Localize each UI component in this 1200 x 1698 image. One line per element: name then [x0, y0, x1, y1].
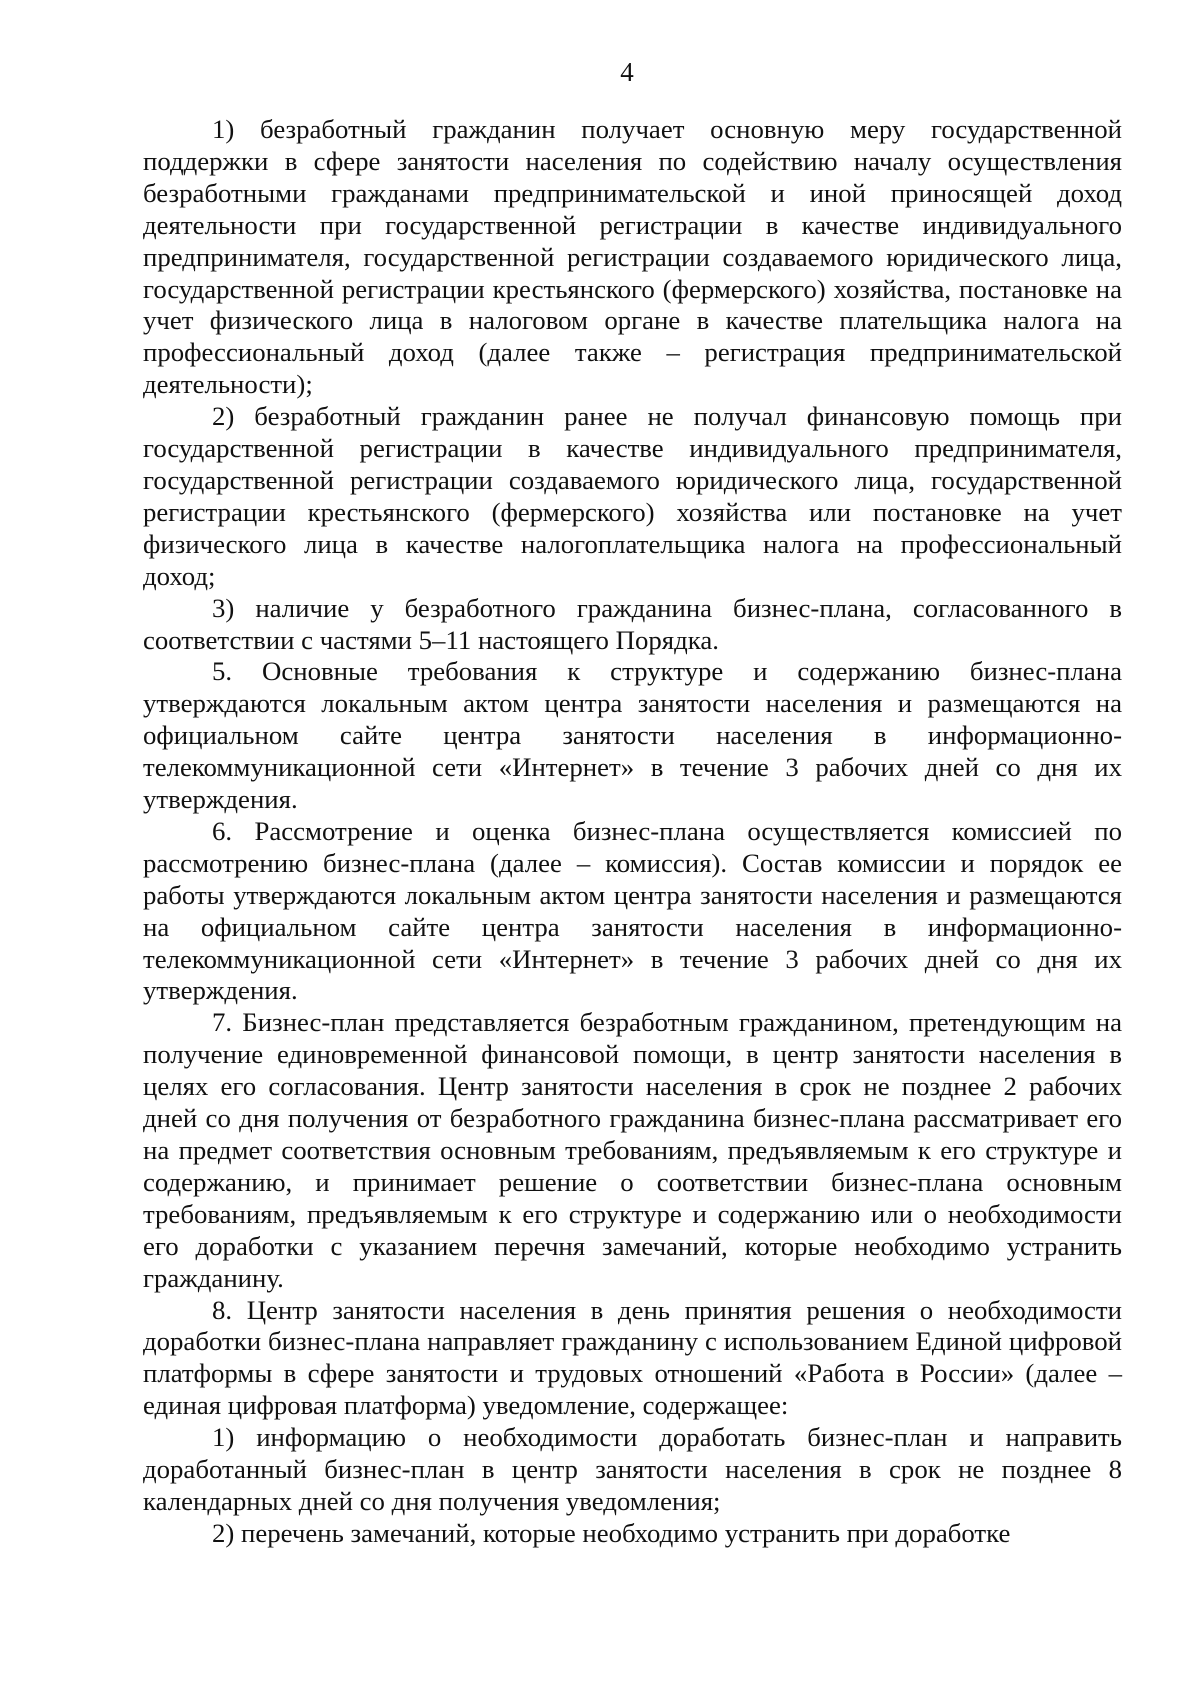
document-body [143, 114, 1122, 1550]
paragraph-clause-3: 3) наличие у безработного гражданина бизнес-плана, согласованного в соответствии с частями 5–11 настоящего Порядка. [143, 592, 1122, 655]
paragraph-notice-item-2: 2) перечень замечаний, которые необходимо устранить при доработке [212, 1517, 1011, 1548]
paragraph-section-5: 5. Основные требования к структуре и содержанию бизнес-плана утверждаются локальным актом центра занятости населения и размещаются на официальном сайте центра занятости населения в информационно-телекоммуникационной сети «Интернет» в течение 3 рабочих дней со дня их утверждения. [143, 656, 1122, 815]
paragraph-clause-2: 2) безработный гражданин ранее не получал финансовую помощь при государственной регистрации в качестве индивидуального предпринимателя, государственной регистрации создаваемого юридического лица, государственной регистрации крестьянского (фермерского) хозяйства или постановке на учет физического лица в качестве налогоплательщика налога на профессиональный доход; [143, 401, 1122, 591]
paragraph-section-8: 8. Центр занятости населения в день принятия решения о необходимости доработки бизнес-плана направляет гражданину с использованием Единой цифровой платформы в сфере занятости и трудовых отношений «Работа в России» (далее – единая цифровая платформа) уведомление, содержащее: [143, 1294, 1122, 1421]
paragraph-clause-1: 1) безработный гражданин получает основную меру государственной поддержки в сфере занятости населения по содействию началу осуществления безработными гражданами предпринимательской и иной приносящей доход деятельности при государственной регистрации в качестве индивидуального предпринимателя, государственной регистрации создаваемого юридического лица, государственной регистрации крестьянского (фермерского) хозяйства, постановке на учет физического лица в налоговом органе в качестве плательщика налога на профессиональный доход (далее также – регистрация предпринимательской деятельности); [143, 114, 1122, 400]
paragraph-section-6: 6. Рассмотрение и оценка бизнес-плана осуществляется комиссией по рассмотрению бизнес-плана (далее – комиссия). Состав комиссии и порядок ее работы утверждаются локальным актом центра занятости населения и размещаются на официальном сайте центра занятости населения в информационно-телекоммуникационной сети «Интернет» в течение 3 рабочих дней со дня их утверждения. [143, 815, 1122, 1006]
page-number: 4 [620, 57, 634, 87]
paragraph-notice-item-1: 1) информацию о необходимости доработать бизнес-план и направить доработанный бизнес-план в центр занятости населения в срок не позднее 8 календарных дней со дня получения уведомления; [143, 1422, 1122, 1516]
paragraph-section-7: 7. Бизнес-план представляется безработным гражданином, претендующим на получение единовременной финансовой помощи, в центр занятости населения в целях его согласования. Центр занятости населения в срок не позднее 2 рабочих дней со дня получения от безработного гражданина бизнес-плана рассматривает его на предмет соответствия основным требованиям, предъявляемым к его структуре и содержанию, и принимает решение о соответствии бизнес-плана основным требованиям, предъявляемым к его структуре и содержанию или о необходимости его доработки с указанием перечня замечаний, которые необходимо устранить гражданину. [143, 1007, 1122, 1293]
